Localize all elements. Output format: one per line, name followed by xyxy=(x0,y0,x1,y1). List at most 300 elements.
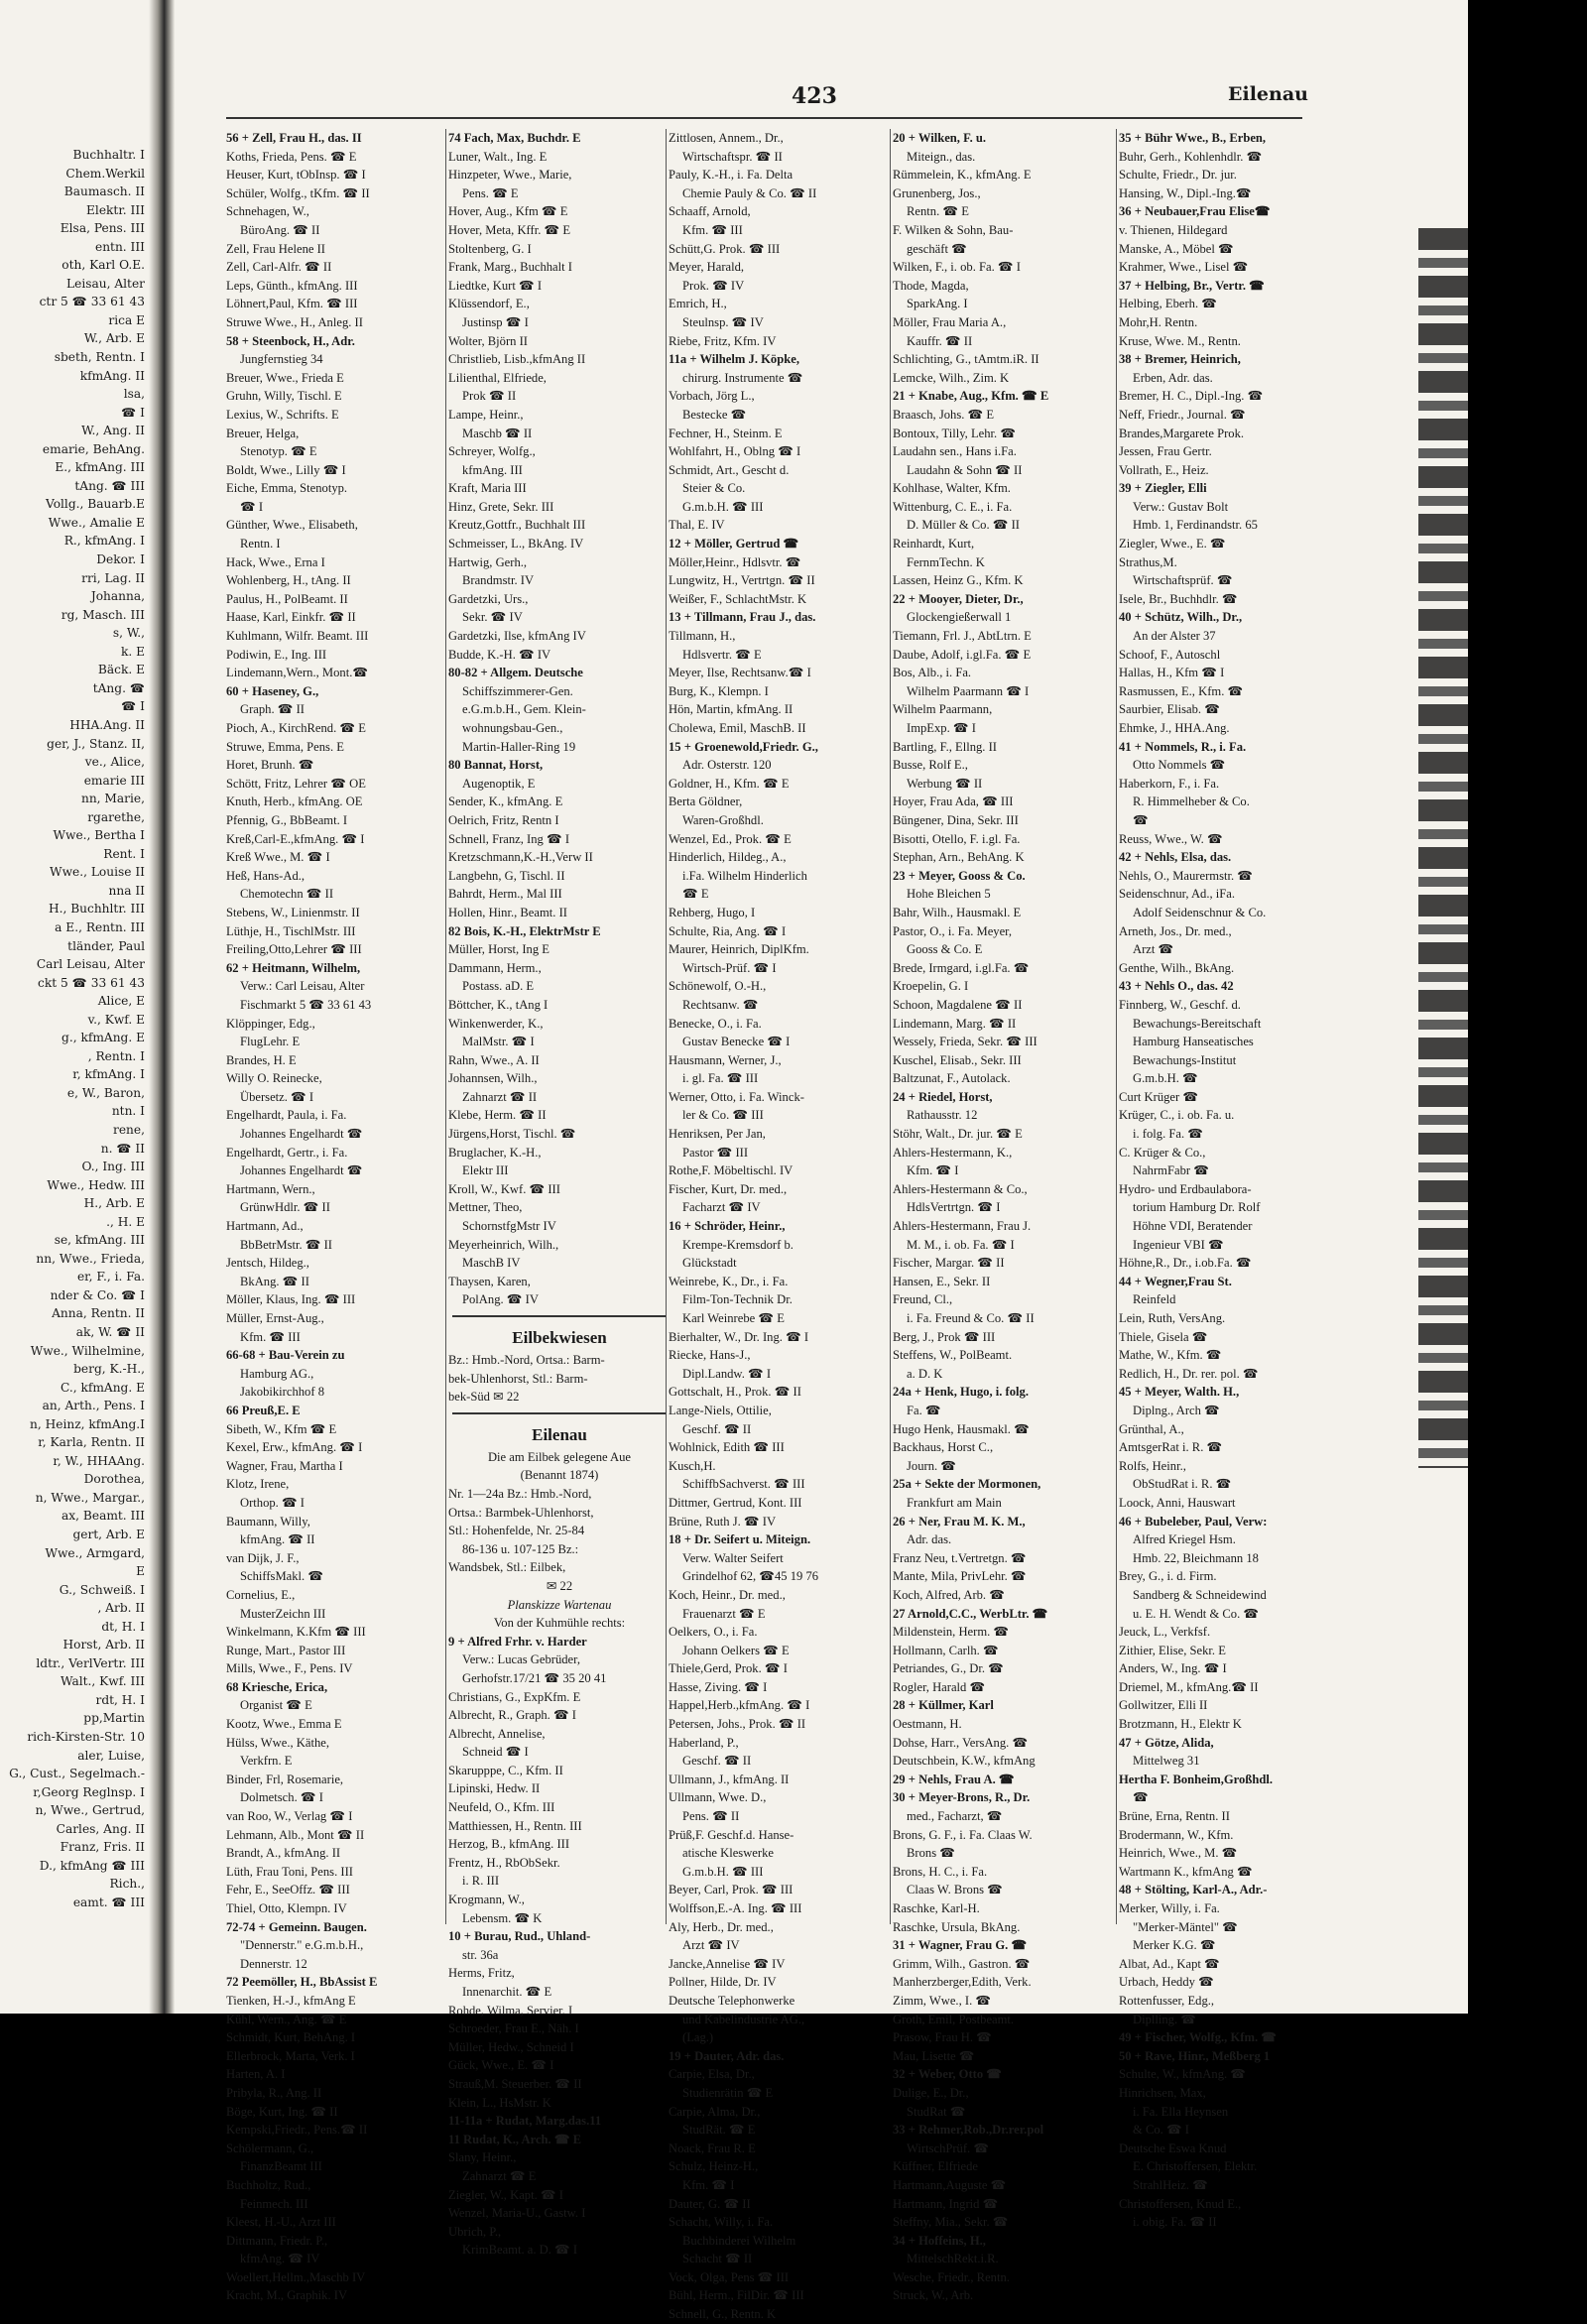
resident-entry: Lampe, Heinr., xyxy=(448,407,524,422)
resident-entry: Heß, Hans-Ad., xyxy=(226,868,305,883)
resident-entry: Organist ☎ E xyxy=(240,1698,312,1713)
resident-entry: Struwe Wwe., H., Anleg. II xyxy=(226,314,363,329)
resident-entry: Schulte, W., kfmAng. ☎ xyxy=(1119,2067,1246,2082)
left-page-line: oth, Karl O.E. xyxy=(61,258,145,273)
resident-entry: Gustav Benecke ☎ I xyxy=(682,1035,791,1049)
resident-entry: Bewachungs-Bereitschaft xyxy=(1133,1016,1262,1031)
resident-entry: Frankfurt am Main xyxy=(907,1495,1002,1510)
resident-entry: Backhaus, Horst C., xyxy=(893,1440,994,1455)
resident-entry: Wolffson,E.-A. Ing. ☎ III xyxy=(669,1901,802,1915)
resident-entry: Gruhn, Willy, Tischl. E xyxy=(226,389,342,404)
house-number-entry: 35 + Bühr Wwe., B., Erben, xyxy=(1119,131,1267,145)
resident-entry: Jakobikirchhof 8 xyxy=(240,1385,324,1400)
resident-entry: Schulte, Ria, Ang. ☎ I xyxy=(669,923,787,938)
left-page-line: nn, Wwe., Frieda, xyxy=(36,1251,145,1266)
resident-entry: Fischmarkt 5 ☎ 33 61 43 xyxy=(240,997,372,1012)
resident-entry: Schött, Fritz, Lehrer ☎ OE xyxy=(226,776,366,791)
resident-entry: Hamburg AG., xyxy=(240,1366,314,1381)
resident-entry: Tillmann, H., xyxy=(669,629,736,644)
resident-entry: Brandt, A., kfmAng. II xyxy=(226,1846,341,1861)
resident-entry: Lange-Niels, Ottilie, xyxy=(669,1403,772,1417)
resident-entry: Werner, Otto, i. Fa. Winck- xyxy=(669,1089,804,1104)
resident-entry: Baumann, Willy, xyxy=(226,1514,310,1529)
resident-entry: Beyer, Carl, Prok. ☎ III xyxy=(669,1883,794,1897)
left-page-line: rgarethe, xyxy=(87,809,145,824)
resident-entry: Sender, K., kfmAng. E xyxy=(448,795,563,809)
resident-entry: Neff, Friedr., Journal. ☎ xyxy=(1119,407,1246,422)
house-number-entry: 23 + Meyer, Gooss & Co. xyxy=(893,868,1026,883)
left-page-line: H., Arb. E xyxy=(83,1196,145,1211)
resident-entry: Koch, Heinr., Dr. med., xyxy=(669,1587,786,1602)
header-rule xyxy=(226,117,1302,119)
house-number-entry: 32 + Weber, Otto ☎ xyxy=(893,2067,1002,2082)
left-page-line: Wwe., Bertha I xyxy=(53,828,145,843)
house-number-entry: 11-11a + Rudat, Marg.das.11 xyxy=(448,2114,602,2129)
resident-entry: Facharzt ☎ IV xyxy=(682,1200,761,1215)
column-divider xyxy=(1116,129,1117,1924)
resident-entry: Höhne VDI, Beratender xyxy=(1133,1219,1253,1234)
resident-entry: Hollmann, Carlh. ☎ xyxy=(893,1643,999,1657)
resident-entry: Pollner, Hilde, Dr. IV xyxy=(669,1975,777,1990)
left-page-line: n. ☎ II xyxy=(100,1141,145,1156)
resident-entry: Petersen, Johs., Prok. ☎ II xyxy=(669,1717,806,1732)
left-page-line: kfmAng. II xyxy=(79,368,145,383)
resident-entry: v. Thienen, Hildegard xyxy=(1119,222,1228,237)
resident-entry: Harten, A. I xyxy=(226,2067,286,2082)
resident-entry: Kreß Wwe., M. ☎ I xyxy=(226,850,330,865)
resident-entry: Hartmann, Ingrid ☎ xyxy=(893,2196,999,2211)
left-page-line: Alice, E xyxy=(97,994,145,1009)
resident-entry: Stenotyp. ☎ E xyxy=(240,444,317,459)
resident-entry: Willy O. Reinecke, xyxy=(226,1071,322,1086)
directory-column-2 xyxy=(448,129,671,2258)
resident-entry: Wirtsch-Prüf. ☎ I xyxy=(682,960,777,975)
house-number-entry: 19 + Dauter, Adr. das. xyxy=(669,2048,785,2063)
resident-entry: Meyer, Harald, xyxy=(669,260,745,275)
resident-entry: MalMstr. ☎ I xyxy=(462,1035,535,1049)
house-number-entry: 33 + Rehmer,Rob.,Dr.rer.pol xyxy=(893,2123,1044,2138)
left-page-line: rene, xyxy=(113,1122,145,1137)
resident-entry: GrünwHdlr. ☎ II xyxy=(240,1200,330,1215)
house-number-entry: 13 + Tillmann, Frau J., das. xyxy=(669,610,816,625)
resident-entry: Dauter, G. ☎ II xyxy=(669,2196,751,2211)
left-page-line: rg, Masch. III xyxy=(61,607,145,622)
resident-entry: Lassen, Heinz G., Kfm. K xyxy=(893,573,1024,588)
resident-entry: Brüne, Erna, Rentn. II xyxy=(1119,1809,1230,1824)
resident-entry: Lemcke, Wilh., Zim. K xyxy=(893,370,1010,385)
left-page-line: Rent. I xyxy=(103,846,145,861)
left-page-line: Chem.Werkil xyxy=(65,166,145,181)
left-page-line: R., kfmAng. I xyxy=(63,534,145,549)
resident-entry: Pastor, O., i. Fa. Meyer, xyxy=(893,923,1013,938)
resident-entry: Berg, J., Prok ☎ III xyxy=(893,1329,996,1344)
resident-entry: Cholewa, Emil, MaschB. II xyxy=(669,721,806,735)
house-number-entry: 15 + Groenewold,Friedr. G., xyxy=(669,739,818,754)
resident-entry: Pioch, A., KirchRend. ☎ E xyxy=(226,721,366,735)
resident-entry: KrimBeamt. a. D. ☎ I xyxy=(462,2243,578,2258)
resident-entry: Rechtsanw. ☎ xyxy=(682,997,759,1012)
resident-entry: Anders, W., Ing. ☎ I xyxy=(1119,1661,1227,1676)
left-page-line: tländer, Paul xyxy=(67,938,145,953)
resident-entry: Kracht, M., Graphik. IV xyxy=(226,2288,348,2303)
column-divider xyxy=(890,129,891,1924)
resident-entry: Aly, Herb., Dr. med., xyxy=(669,1919,774,1934)
resident-entry: Lüth, Frau Toni, Pens. III xyxy=(226,1864,353,1879)
resident-entry: Wilhelm Paarmann, xyxy=(893,702,993,717)
resident-entry: F. Wilken & Sohn, Bau- xyxy=(893,222,1014,237)
resident-entry: Lipinski, Hedw. II xyxy=(448,1781,541,1796)
resident-entry: Bahrdt, Herm., Mal III xyxy=(448,887,562,902)
left-page-line: ., H. E xyxy=(106,1214,145,1229)
house-number-entry: 24a + Henk, Hugo, i. folg. xyxy=(893,1385,1029,1400)
resident-entry: Mathe, W., Kfm. ☎ xyxy=(1119,1348,1222,1363)
resident-entry: Rahn, Wwe., A. II xyxy=(448,1052,540,1067)
resident-entry: Wartmann K., kfmAng ☎ xyxy=(1119,1864,1253,1879)
resident-entry: Adr. Osterstr. 120 xyxy=(682,758,772,773)
resident-entry: Dolmetsch. ☎ I xyxy=(240,1790,323,1805)
resident-entry: Johannes Engelhardt ☎ xyxy=(240,1163,363,1178)
resident-entry: Reuss, Wwe., W. ☎ xyxy=(1119,831,1223,846)
section-rule xyxy=(452,1315,667,1317)
resident-entry: WirtschPrüf. ☎ xyxy=(907,2141,990,2155)
resident-entry: Emrich, H., xyxy=(669,297,727,311)
resident-entry: R. Himmelheber & Co. xyxy=(1133,795,1250,809)
resident-entry: Hugo Henk, Hausmakl. ☎ xyxy=(893,1421,1030,1436)
resident-entry: BbBetrMstr. ☎ II xyxy=(240,1237,332,1252)
resident-entry: und Kabelindustrie AG., xyxy=(682,2012,805,2026)
left-page-line: k. E xyxy=(120,644,145,659)
resident-entry: Kootz, Wwe., Emma E xyxy=(226,1717,342,1732)
resident-entry: Otto Nommels ☎ xyxy=(1133,758,1226,773)
resident-entry: Ingenieur VBI ☎ xyxy=(1133,1237,1224,1252)
resident-entry: AmtsgerRat i. R. ☎ xyxy=(1119,1440,1223,1455)
resident-entry: Die am Eilbek gelegene Aue xyxy=(487,1449,632,1464)
resident-entry: Kempski,Friedr., Pens.☎ II xyxy=(226,2123,368,2138)
resident-entry: Lebensm. ☎ K xyxy=(462,1910,543,1925)
resident-entry: Chemotechn ☎ II xyxy=(240,887,334,902)
resident-entry: Kuschel, Elisab., Sekr. III xyxy=(893,1052,1022,1067)
resident-entry: Nr. 1—24a Bz.: Hmb.-Nord, xyxy=(448,1486,592,1501)
resident-entry: Schulte, Friedr., Dr. jur. xyxy=(1119,168,1237,183)
resident-entry: Goldner, H., Kfm. ☎ E xyxy=(669,776,790,791)
resident-entry: Deutsche Eswa Knud xyxy=(1119,2141,1227,2155)
left-page-line: W., Ang. II xyxy=(81,424,145,438)
resident-entry: Henriksen, Per Jan, xyxy=(669,1127,766,1142)
resident-entry: Brede, Irmgard, i.gl.Fa. ☎ xyxy=(893,960,1030,975)
resident-entry: Lehmann, Alb., Mont ☎ II xyxy=(226,1827,365,1842)
resident-entry: Jessen, Frau Gertr. xyxy=(1119,444,1212,459)
left-page-line: a E., Rentn. III xyxy=(55,919,145,934)
resident-entry: ☎ xyxy=(1133,812,1149,827)
house-number-entry: 74 Fach, Max, Buchdr. E xyxy=(448,131,581,145)
left-page-line: Carles, Ang. II xyxy=(56,1821,145,1836)
resident-entry: Frentz, H., RbObSekr. xyxy=(448,1855,560,1870)
left-page-line: Bäck. E xyxy=(97,663,145,677)
resident-entry: Kexel, Erw., kfmAng. ☎ I xyxy=(226,1440,363,1455)
resident-entry: Bartling, F., Ellng. II xyxy=(893,739,997,754)
house-number-entry: 80-82 + Allgem. Deutsche xyxy=(448,666,583,680)
resident-entry: Schroeder, Frau E., Näh. I xyxy=(448,2021,579,2036)
resident-entry: Ehmke, J., HHA.Ang. xyxy=(1119,721,1230,735)
resident-entry: Wagner, Frau, Martha I xyxy=(226,1458,343,1473)
resident-entry: Albrecht, R., Graph. ☎ I xyxy=(448,1708,576,1723)
house-number-entry: 56 + Zell, Frau H., das. II xyxy=(226,131,362,145)
resident-entry: Hover, Aug., Kfm ☎ E xyxy=(448,204,568,219)
resident-entry: Schnehagen, W., xyxy=(226,204,309,219)
resident-entry: Raschke, Ursula, BkAng. xyxy=(893,1919,1021,1934)
resident-entry: Riecke, Hans-J., xyxy=(669,1348,751,1363)
house-number-entry: 31 + Wagner, Frau G. ☎ xyxy=(893,1938,1028,1953)
left-page-line: an, Arth., Pens. I xyxy=(42,1399,145,1413)
resident-entry: Bontoux, Tilly, Lehr. ☎ xyxy=(893,426,1017,440)
resident-entry: Meyerheinrich, Wilh., xyxy=(448,1237,559,1252)
resident-entry: Braasch, Johs. ☎ E xyxy=(893,407,995,422)
resident-entry: Curt Krüger ☎ xyxy=(1119,1089,1199,1104)
house-number-entry: 30 + Meyer-Brons, R., Dr. xyxy=(893,1790,1031,1805)
resident-entry: u. E. H. Wendt & Co. ☎ xyxy=(1133,1606,1260,1621)
resident-entry: ler & Co. ☎ III xyxy=(682,1108,764,1123)
resident-entry: Schacht, Willy, i. Fa. xyxy=(669,2215,774,2230)
resident-entry: Laudahn & Sohn ☎ II xyxy=(907,462,1023,477)
resident-entry: Carpie, Elsa, Dr., xyxy=(669,2067,755,2082)
resident-entry: Binder, Frl, Rosemarie, xyxy=(226,1772,344,1786)
resident-entry: van Dijk, J. F., xyxy=(226,1550,300,1565)
resident-entry: Ahlers-Hestermann & Co., xyxy=(893,1181,1028,1196)
resident-entry: Klüssendorf, E., xyxy=(448,297,530,311)
resident-entry: Schoon, Magdalene ☎ II xyxy=(893,997,1023,1012)
resident-entry: Kroll, W., Kwf. ☎ III xyxy=(448,1181,560,1196)
resident-entry: Dittmer, Gertrud, Kont. III xyxy=(669,1495,802,1510)
resident-entry: Dennerstr. 12 xyxy=(240,1956,307,1971)
resident-entry: Bestecke ☎ xyxy=(682,407,747,422)
resident-entry: Geschf. ☎ II xyxy=(682,1421,752,1436)
resident-entry: Ullmann, Wwe. D., xyxy=(669,1790,767,1805)
resident-entry: Brandes, H. E xyxy=(226,1052,297,1067)
resident-entry: G.m.b.H. ☎ III xyxy=(682,1864,764,1879)
resident-entry: Brotzmann, H., Elektr K xyxy=(1119,1717,1242,1732)
resident-entry: & Co. ☎ I xyxy=(1133,2123,1189,2138)
left-page-line: emarie III xyxy=(83,773,145,788)
resident-entry: Film-Ton-Technik Dr. xyxy=(682,1292,793,1307)
house-number-entry: 16 + Schröder, Heinr., xyxy=(669,1219,786,1234)
resident-entry: Zahnarzt ☎ E xyxy=(462,2168,537,2183)
resident-entry: ✉ 22 xyxy=(546,1578,573,1593)
resident-entry: Rathausstr. 12 xyxy=(907,1108,978,1123)
resident-entry: Fischer, Margar. ☎ II xyxy=(893,1256,1005,1271)
resident-entry: Hartmann,Auguste ☎ xyxy=(893,2177,1007,2192)
left-page-line: Anna, Rentn. II xyxy=(52,1306,145,1321)
resident-entry: Cornelius, E., xyxy=(226,1587,296,1602)
house-number-entry: 21 + Knabe, Aug., Kfm. ☎ E xyxy=(893,389,1049,404)
house-number-entry: 9 + Alfred Frhr. v. Harder xyxy=(448,1634,587,1649)
resident-entry: HdlsVertrtgn. ☎ I xyxy=(907,1200,1001,1215)
resident-entry: Bewachungs-Institut xyxy=(1133,1052,1237,1067)
resident-entry: Hartmann, Wern., xyxy=(226,1181,315,1196)
resident-entry: Pribyla, R., Ang. II xyxy=(226,2085,322,2100)
resident-entry: Vock, Olga, Pens ☎ III xyxy=(669,2269,790,2284)
resident-entry: Bühl, Herm., FilDir. ☎ III xyxy=(669,2288,804,2303)
resident-entry: Albrecht, Annelise, xyxy=(448,1726,546,1741)
resident-entry: Reinhardt, Kurt, xyxy=(893,537,975,551)
house-number-entry: 68 Kriesche, Erica, xyxy=(226,1679,328,1694)
resident-entry: Prasow, Frau H. ☎ xyxy=(893,2030,992,2045)
resident-entry: Verw.: Gustav Bolt xyxy=(1133,499,1229,514)
resident-entry: Innenarchit. ☎ E xyxy=(462,1985,552,1999)
resident-entry: kfmAng. ☎ II xyxy=(240,1532,315,1547)
resident-entry: Dohse, Harr., VersAng. ☎ xyxy=(893,1735,1029,1750)
resident-entry: Kraft, Maria III xyxy=(448,481,527,496)
bleed-through-edge xyxy=(1418,228,1468,1468)
resident-entry: Ahlers-Hestermann, Frau J. xyxy=(893,1219,1032,1234)
left-page-line: ldtr., VerlVertr. III xyxy=(36,1655,145,1670)
resident-entry: C. Krüger & Co., xyxy=(1119,1145,1206,1160)
left-page-line: r, kfmAng. I xyxy=(72,1067,145,1082)
resident-entry: Zimm, Wwe., I. ☎ xyxy=(893,1993,992,2008)
resident-entry: Wilhelm Paarmann ☎ I xyxy=(907,683,1030,698)
left-page-line: r, Karla, Rentn. II xyxy=(38,1435,145,1450)
left-page-line: r, W., HHAAng. xyxy=(53,1453,145,1468)
resident-entry: Schönewolf, O.-H., xyxy=(669,979,767,994)
resident-entry: Haberkorn, F., i. Fa. xyxy=(1119,776,1220,791)
resident-entry: Ahlers-Hestermann, K., xyxy=(893,1145,1013,1160)
resident-entry: Hinderlich, Hildeg., A., xyxy=(669,850,787,865)
resident-entry: SchornstfgMstr IV xyxy=(462,1219,556,1234)
resident-entry: Wessely, Frieda, Sekr. ☎ III xyxy=(893,1035,1038,1049)
left-page-line: Elsa, Pens. III xyxy=(60,221,145,236)
resident-entry: Heuser, Kurt, tObInsp. ☎ I xyxy=(226,168,366,183)
resident-entry: Verw. Walter Seifert xyxy=(682,1550,784,1565)
resident-entry: Hinzpeter, Wwe., Marie, xyxy=(448,168,572,183)
resident-entry: Rottenfusser, Edg., xyxy=(1119,1993,1215,2008)
section-heading: Eilbekwiesen xyxy=(512,1328,607,1347)
resident-entry: Oelkers, O., i. Fa. xyxy=(669,1625,758,1640)
resident-entry: Grimm, Wilh., Gastron. ☎ xyxy=(893,1956,1031,1971)
resident-entry: Bruglacher, K.-H., xyxy=(448,1145,542,1160)
resident-entry: Orthop. ☎ I xyxy=(240,1495,305,1510)
left-page-line: nder & Co. ☎ I xyxy=(50,1287,145,1302)
resident-entry: Übersetz. ☎ I xyxy=(240,1089,314,1104)
resident-entry: (Lag.) xyxy=(682,2030,714,2045)
resident-entry: Engelhardt, Gertr., i. Fa. xyxy=(226,1145,348,1160)
resident-entry: Lindemann, Marg. ☎ II xyxy=(893,1016,1017,1031)
left-page-line: rdt, H. I xyxy=(95,1692,145,1707)
resident-entry: ☎ E xyxy=(682,887,709,902)
resident-entry: Ellerbrock, Marta, Verk. I xyxy=(226,2048,355,2063)
resident-entry: Hülss, Wwe., Käthe, xyxy=(226,1735,329,1750)
house-number-entry: 72 Peemöller, H., BbAssist E xyxy=(226,1975,378,1990)
resident-entry: Genthe, Wilh., BkAng. xyxy=(1119,960,1235,975)
resident-entry: Wenzel, Ed., Prok. ☎ E xyxy=(669,831,792,846)
resident-entry: Brodermann, W., Kfm. xyxy=(1119,1827,1234,1842)
resident-entry: Rolfs, Heinr., xyxy=(1119,1458,1186,1473)
left-page-line: n, Wwe., Margar., xyxy=(35,1490,145,1505)
resident-entry: Hansing, W., Dipl.-Ing.☎ xyxy=(1119,185,1252,200)
resident-entry: Hmb. 1, Ferdinandstr. 65 xyxy=(1133,518,1258,533)
resident-entry: Skarupppe, C., Kfm. II xyxy=(448,1763,563,1777)
resident-entry: Urbach, Heddy ☎ xyxy=(1119,1975,1214,1990)
resident-entry: chirurg. Instrumente ☎ xyxy=(682,370,803,385)
resident-entry: Grindelhof 62, ☎45 19 76 xyxy=(682,1569,819,1584)
resident-entry: Buchbinderei Wilhelm xyxy=(682,2233,796,2248)
left-page-line: Wwe., Amalie E xyxy=(48,515,145,530)
resident-entry: Glockengießerwall 1 xyxy=(907,610,1012,625)
resident-entry: Hartmann, Ad., xyxy=(226,1219,304,1234)
resident-entry: Miteign., das. xyxy=(907,149,976,164)
resident-entry: Burg, K., Klempn. I xyxy=(669,683,769,698)
resident-entry: torium Hamburg Dr. Rolf xyxy=(1133,1200,1261,1215)
resident-entry: Knuth, Herb., kfmAng. OE xyxy=(226,795,363,809)
house-number-entry: 42 + Nehls, Elsa, das. xyxy=(1119,850,1232,865)
house-number-entry: 60 + Haseney, G., xyxy=(226,683,319,698)
resident-entry: (Benannt 1874) xyxy=(520,1468,599,1483)
resident-entry: Albat, Ad., Kapt ☎ xyxy=(1119,1956,1220,1971)
resident-entry: ImpExp. ☎ I xyxy=(907,721,976,735)
resident-entry: Ullmann, J., kfmAng. II xyxy=(669,1772,790,1786)
resident-entry: Loock, Anni, Hauswart xyxy=(1119,1495,1236,1510)
left-page-line: ckt 5 ☎ 33 61 43 xyxy=(38,975,145,990)
resident-entry: str. 36a xyxy=(462,1947,499,1962)
left-page-line: Wwe., Hedw. III xyxy=(47,1177,145,1192)
resident-entry: Hartwig, Gerh., xyxy=(448,554,528,569)
resident-entry: Redlich, H., Dr. rer. pol. ☎ xyxy=(1119,1366,1259,1381)
resident-entry: Dipl.Landw. ☎ I xyxy=(682,1366,772,1381)
resident-entry: Kroepelin, G. I xyxy=(893,979,969,994)
resident-entry: Schulz, Heinz-H., xyxy=(669,2159,759,2174)
resident-entry: Geschf. ☎ II xyxy=(682,1754,752,1769)
resident-entry: Gardetzki, Urs., xyxy=(448,591,529,606)
resident-entry: Podiwin, E., Ing. III xyxy=(226,647,327,662)
resident-entry: Kusch,H. xyxy=(669,1458,716,1473)
resident-entry: G.m.b.H. ☎ III xyxy=(682,499,764,514)
resident-entry: Koths, Frieda, Pens. ☎ E xyxy=(226,149,357,164)
resident-entry: Lüthje, H., TischlMstr. III xyxy=(226,923,356,938)
resident-entry: med., Facharzt, ☎ xyxy=(907,1809,1003,1824)
left-page-line: E xyxy=(136,1564,145,1579)
resident-entry: Hollen, Hinr., Beamt. II xyxy=(448,905,567,919)
resident-entry: Noack, Frau R. E xyxy=(669,2141,756,2155)
resident-entry: G.m.b.H. ☎ xyxy=(1133,1071,1198,1086)
left-page-line: v., Kwf. E xyxy=(87,1012,145,1027)
resident-entry: Buhr, Gerh., Kohlenhdlr. ☎ xyxy=(1119,149,1263,164)
resident-entry: Diplng., Arch ☎ xyxy=(1133,1403,1220,1417)
resident-entry: Schnell, Franz, Ing ☎ I xyxy=(448,831,570,846)
resident-entry: Hinz, Grete, Sekr. III xyxy=(448,499,554,514)
resident-entry: Postass. aD. E xyxy=(462,979,535,994)
resident-entry: Rasmussen, E., Kfm. ☎ xyxy=(1119,683,1244,698)
resident-entry: Schnell, G., Rentn. K xyxy=(669,2307,777,2322)
resident-entry: Schmeisser, L., BkAng. IV xyxy=(448,537,584,551)
resident-entry: wohnungsbau-Gen., xyxy=(462,721,563,735)
resident-entry: Happel,Herb.,kfmAng. ☎ I xyxy=(669,1698,810,1713)
resident-entry: Brandmstr. IV xyxy=(462,573,535,588)
resident-entry: Hasse, Ziving. ☎ I xyxy=(669,1679,768,1694)
resident-entry: Müller, Horst, Ing E xyxy=(448,942,549,957)
resident-entry: StudRat ☎ xyxy=(907,2104,966,2119)
resident-entry: Waren-Großhdl. xyxy=(682,812,764,827)
left-page-line: H., Buchhltr. III xyxy=(48,902,145,917)
resident-entry: Krüger, C., i. ob. Fa. u. xyxy=(1119,1108,1235,1123)
resident-entry: Pens. ☎ E xyxy=(462,185,519,200)
resident-entry: Claas W. Brons ☎ xyxy=(907,1883,1003,1897)
resident-entry: Johann Oelkers ☎ E xyxy=(682,1643,790,1657)
resident-entry: Zithier, Elise, Sekr. E xyxy=(1119,1643,1226,1657)
resident-entry: SchiffsMakl. ☎ xyxy=(240,1569,324,1584)
resident-entry: Schoof, F., Autoschl xyxy=(1119,647,1221,662)
resident-entry: Graph. ☎ II xyxy=(240,702,305,717)
resident-entry: Verw.: Carl Leisau, Alter xyxy=(240,979,365,994)
resident-entry: Thiel, Otto, Klempn. IV xyxy=(226,1901,347,1915)
resident-entry: Brons ☎ xyxy=(907,1846,955,1861)
